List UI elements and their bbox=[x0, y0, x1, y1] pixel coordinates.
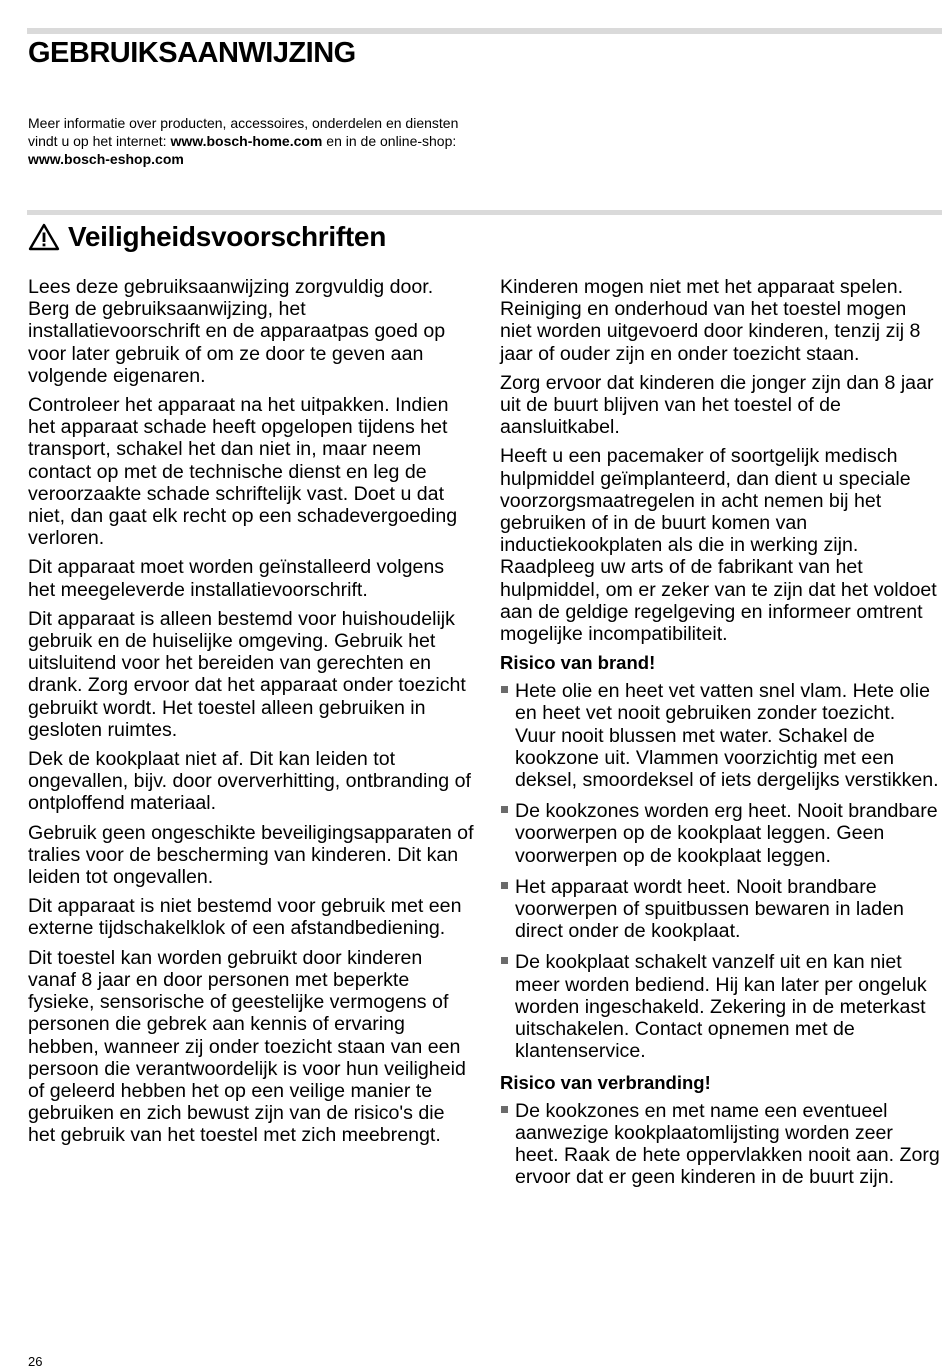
list-item bbox=[500, 951, 940, 1062]
paragraph: Dit toestel kan worden gebruikt door kinderen vanaf 8 jaar en door personen met beperkte fysieke, sensorische of geestelijke vermogens of personen die gebrek aan kennis of ervaring hebben, wanneer zij onder toezicht staan van een persoon die verantwoordelijk is voor hun veiligheid of geleerd hebben het op een veilige manier te gebruiken en zich bewust zijn van de risico's die het gebruik van het toestel met zich meebrengt. bbox=[28, 946, 466, 1147]
paragraph: Dek de kookplaat niet af. Dit kan leiden tot ongevallen, bijv. door oververhitting, ontbranding of ontploffend materiaal. bbox=[28, 748, 471, 815]
list-item-text: De kookzones en met name een eventueel aanwezige kookplaatomlijsting worden zeer heet. Raak de hete oppervlakken nooit aan. Zorg ervoor dat er geen kinderen in de buurt zijn. bbox=[515, 1099, 940, 1189]
section-heading bbox=[28, 221, 386, 253]
bullet-square-icon bbox=[501, 686, 508, 693]
bullet-square-icon bbox=[501, 1106, 508, 1113]
list-item bbox=[500, 680, 940, 791]
list-item-text: Hete olie en heet vet vatten snel vlam. Hete olie en heet vet nooit gebruiken zonder toezicht. Vuur nooit blussen met water. Schakel de kookzone uit. Vlammen voorzichtig met een deksel, smoordeksel of iets dergelijks verstikken. bbox=[515, 680, 939, 792]
top-divider bbox=[27, 28, 942, 34]
right-column bbox=[500, 276, 940, 1197]
list-item bbox=[500, 800, 940, 867]
bullet-square-icon bbox=[501, 882, 508, 889]
paragraph: Lees deze gebruiksaanwijzing zorgvuldig door. Berg de gebruiksaanwijzing, het installatievoorschrift en de apparaatpas goed op voor later gebruik of om ze door te geven aan volgende eigenaren. bbox=[28, 276, 446, 387]
left-column bbox=[28, 276, 474, 1154]
fire-risk-heading: Risico van brand! bbox=[500, 652, 656, 674]
burn-risk-list bbox=[500, 1100, 940, 1189]
page-number: 26 bbox=[28, 1354, 43, 1369]
bullet-square-icon bbox=[501, 957, 508, 964]
paragraph: Heeft u een pacemaker of soortgelijk medisch hulpmiddel geïmplanteerd, dan dient u speciale voorzorgsmaatregelen in acht nemen bij het gebruiken of in de buurt komen van inductiekookplaten als die in werking zijn. Raadpleeg uw arts of de fabrikant van het hulpmiddel, om er zeker van te zijn dat het voldoet aan de geldige regelgeving en informeer omtrent mogelijke incompatibiliteit. bbox=[500, 445, 937, 646]
list-item bbox=[500, 1100, 940, 1189]
intro-text-2: en in de online-shop: bbox=[322, 133, 457, 149]
list-item-text: Het apparaat wordt heet. Nooit brandbare voorwerpen of spuitbussen bewaren in laden direct onder de kookplaat. bbox=[515, 875, 904, 943]
list-item-text: De kookzones worden erg heet. Nooit brandbare voorwerpen op de kookplaat leggen. Geen voorwerpen op de kookplaat leggen. bbox=[515, 800, 938, 867]
section-divider bbox=[27, 210, 942, 215]
bosch-eshop-link[interactable]: www.bosch-eshop.com bbox=[28, 151, 184, 167]
paragraph: Controleer het apparaat na het uitpakken. Indien het apparaat schade heeft opgelopen tijdens het transport, schakel het dan niet in, maar neem contact op met de technische dienst en leg de veroorzaakte schade schriftelijk vast. Doet u dat niet, dan gaat elk recht op een schadevergoeding verloren. bbox=[28, 394, 458, 550]
intro-text-1: Meer informatie over producten, accessoires, onderdelen en diensten vindt u op het internet: bbox=[28, 115, 459, 149]
burn-risk-heading: Risico van verbranding! bbox=[500, 1071, 711, 1093]
paragraph: Kinderen mogen niet met het apparaat spelen. Reiniging en onderhoud van het toestel mogen niet worden uitgevoerd door kinderen, tenzij zij 8 jaar of ouder zijn en onder toezicht staan. bbox=[500, 276, 921, 365]
intro-text bbox=[28, 114, 478, 168]
warning-triangle-icon bbox=[28, 223, 60, 251]
paragraph: Gebruik geen ongeschikte beveiligingsapparaten of tralies voor de bescherming van kinderen. Dit kan leiden tot ongevallen. bbox=[28, 821, 474, 889]
list-item bbox=[500, 876, 940, 943]
page-title: GEBRUIKSAANWIJZING bbox=[28, 37, 356, 69]
paragraph: Zorg ervoor dat kinderen die jonger zijn dan 8 jaar uit de buurt blijven van het toestel of de aansluitkabel. bbox=[500, 371, 934, 439]
list-item-text: De kookplaat schakelt vanzelf uit en kan niet meer worden bediend. Hij kan later per ongeluk worden ingeschakeld. Zekering in de meterkast uitschakelen. Contact opnemen met de klantenservice. bbox=[515, 951, 927, 1063]
paragraph: Dit apparaat moet worden geïnstalleerd volgens het meegeleverde installatievoorschrift. bbox=[28, 556, 445, 601]
fire-risk-list bbox=[500, 680, 940, 1062]
bosch-home-link[interactable]: www.bosch-home.com bbox=[170, 133, 323, 149]
bullet-square-icon bbox=[501, 806, 508, 813]
paragraph: Dit apparaat is niet bestemd voor gebruik met een externe tijdschakelklok of een afstandbediening. bbox=[28, 895, 462, 940]
paragraph: Dit apparaat is alleen bestemd voor huishoudelijk gebruik en de huiselijke omgeving. Gebruik het uitsluitend voor het bereiden van gerechten en drank. Zorg ervoor dat het apparaat onder toezicht gebruikt wordt. Het toestel alleen gebruiken in gesloten ruimtes. bbox=[28, 607, 466, 741]
section-title: Veiligheidsvoorschriften bbox=[68, 221, 386, 252]
